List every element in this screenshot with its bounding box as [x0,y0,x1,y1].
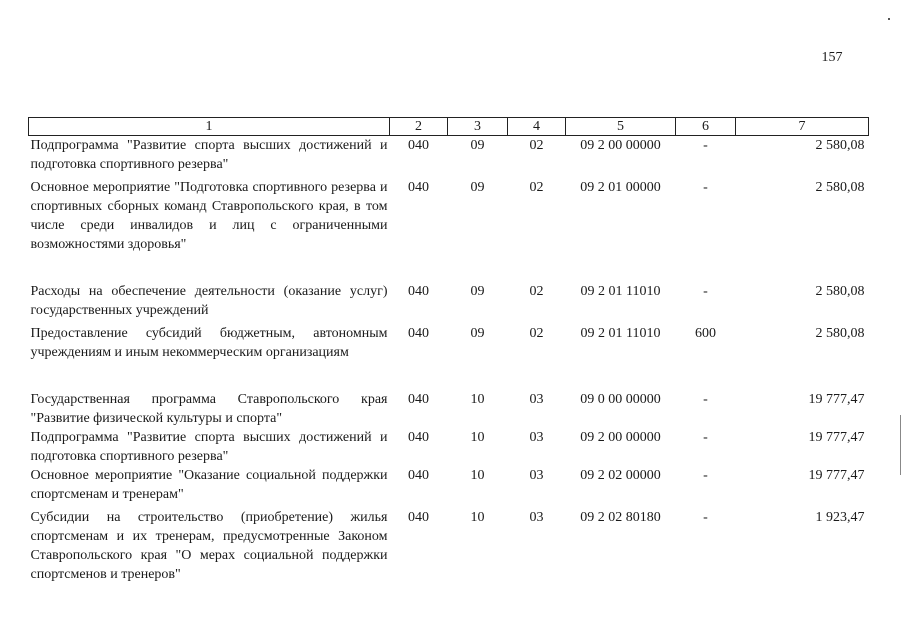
column-header: 6 [676,118,736,136]
expense-type-code: - [703,430,708,445]
row-description: Основное мероприятие "Оказание социальной поддержки спортсменам и тренерам" [30,468,388,502]
amount: 2 580,08 [815,138,865,153]
section-code: 10 [470,430,485,445]
section-code: 09 [470,138,485,153]
table-row [29,508,869,584]
ministry-code: 040 [408,468,429,483]
amount: 19 777,47 [808,468,865,483]
amount: 2 580,08 [815,284,865,299]
column-header: 4 [508,118,566,136]
column-header: 3 [448,118,508,136]
page-number: 157 [821,50,843,65]
ministry-code: 040 [408,392,429,407]
subsection-code: 03 [529,468,544,483]
subsection-code: 03 [529,510,544,525]
subsection-code: 02 [529,284,544,299]
target-article-code: 09 0 00 00000 [580,392,661,407]
target-article-code: 09 2 01 00000 [580,180,661,195]
row-description: Подпрограмма "Развитие спорта высших достижений и подготовка спортивного резерва" [30,138,388,172]
target-article-code: 09 2 00 00000 [580,430,661,445]
column-header: 2 [390,118,448,136]
ministry-code: 040 [408,138,429,153]
scan-edge-line [900,415,901,475]
target-article-code: 09 2 02 80180 [580,510,661,525]
subsection-code: 03 [529,430,544,445]
ministry-code: 040 [408,510,429,525]
table-row [29,428,869,466]
table-row [29,282,869,324]
target-article-code: 09 2 01 11010 [580,284,661,299]
ministry-code: 040 [408,430,429,445]
target-article-code: 09 2 00 00000 [580,138,661,153]
expense-type-code: - [703,468,708,483]
row-description: Субсидии на строительство (приобретение) жилья спортсменам и их тренерам, предусмотренные Законом Ставропольского края "О мерах социальной поддержки спортсменов и тренеров" [30,510,388,582]
table-row [29,466,869,508]
subsection-code: 02 [529,180,544,195]
target-article-code: 09 2 02 00000 [580,468,661,483]
table-row [29,136,869,179]
amount: 1 923,47 [815,510,865,525]
expense-type-code: - [703,180,708,195]
row-description: Предоставление субсидий бюджетным, автономным учреждениям и иным некоммерческим организациям [30,326,388,360]
section-code: 09 [470,284,485,299]
amount: 2 580,08 [815,180,865,195]
table-row [29,178,869,282]
section-code: 10 [470,510,485,525]
ministry-code: 040 [408,284,429,299]
subsection-code: 02 [529,326,544,341]
subsection-code: 03 [529,392,544,407]
amount: 2 580,08 [815,326,865,341]
section-code: 09 [470,326,485,341]
scan-speck [888,18,890,20]
section-code: 10 [470,468,485,483]
target-article-code: 09 2 01 11010 [580,326,661,341]
section-code: 10 [470,392,485,407]
expense-type-code: - [703,510,708,525]
table-row [29,324,869,390]
section-code: 09 [470,180,485,195]
row-description: Основное мероприятие "Подготовка спортивного резерва и спортивных сборных команд Ставропольского края, в том числе среди инвалидов и лиц с ограниченными возможностями здоровья" [30,180,388,252]
expense-type-code: - [703,284,708,299]
subsection-code: 02 [529,138,544,153]
table-row [29,390,869,428]
expense-type-code: - [703,138,708,153]
column-header: 7 [736,118,869,136]
amount: 19 777,47 [808,392,865,407]
budget-table [28,117,869,584]
ministry-code: 040 [408,326,429,341]
row-description: Расходы на обеспечение деятельности (оказание услуг) государственных учреждений [30,284,388,318]
ministry-code: 040 [408,180,429,195]
expense-type-code: - [703,392,708,407]
amount: 19 777,47 [808,430,865,445]
expense-type-code: 600 [695,326,716,341]
row-description: Подпрограмма "Развитие спорта высших достижений и подготовка спортивного резерва" [30,430,388,464]
column-header: 5 [566,118,676,136]
column-header: 1 [29,118,390,136]
row-description: Государственная программа Ставропольского края "Развитие физической культуры и спорта" [30,392,388,426]
table-header-row [29,118,869,136]
